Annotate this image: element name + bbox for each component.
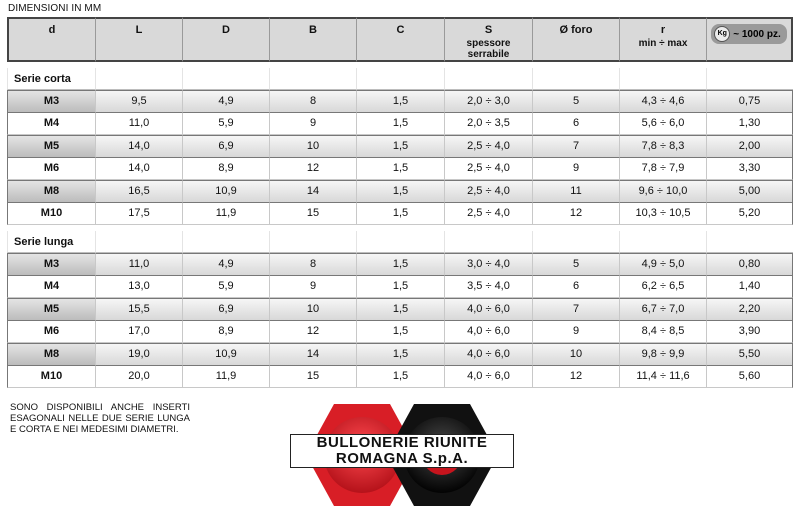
value-cell: 10 bbox=[269, 135, 356, 158]
thread-size-cell: M4 bbox=[7, 276, 95, 299]
value-cell: 5,60 bbox=[706, 366, 793, 389]
section-blank-cell bbox=[356, 231, 444, 253]
value-cell: 9 bbox=[532, 158, 619, 181]
dimensions-caption: DIMENSIONI IN MM bbox=[8, 3, 102, 14]
company-logo bbox=[284, 400, 520, 510]
column-header-label: B bbox=[309, 24, 317, 36]
value-cell: 1,5 bbox=[356, 135, 444, 158]
value-cell: 6,9 bbox=[182, 135, 269, 158]
column-header bbox=[532, 17, 619, 62]
value-cell: 16,5 bbox=[95, 180, 182, 203]
value-cell: 14 bbox=[269, 343, 356, 366]
value-cell: 12 bbox=[269, 321, 356, 344]
section-blank-cell bbox=[532, 68, 619, 90]
column-header-sublabel: spessore serrabile bbox=[466, 38, 511, 60]
thread-size-cell: M6 bbox=[7, 158, 95, 181]
value-cell: 2,5 ÷ 4,0 bbox=[444, 180, 532, 203]
table-row bbox=[7, 203, 793, 226]
value-cell: 11,0 bbox=[95, 253, 182, 276]
value-cell: 10,9 bbox=[182, 180, 269, 203]
value-cell: 1,5 bbox=[356, 158, 444, 181]
value-cell: 6 bbox=[532, 276, 619, 299]
value-cell: 0,75 bbox=[706, 90, 793, 113]
thread-size-cell: M8 bbox=[7, 180, 95, 203]
value-cell: 9,5 bbox=[95, 90, 182, 113]
value-cell: 4,0 ÷ 6,0 bbox=[444, 298, 532, 321]
section-title-row bbox=[7, 231, 793, 253]
value-cell: 6,9 bbox=[182, 298, 269, 321]
column-header-label: r bbox=[660, 24, 666, 36]
value-cell: 3,0 ÷ 4,0 bbox=[444, 253, 532, 276]
column-header-label: d bbox=[48, 24, 56, 36]
value-cell: 9,6 ÷ 10,0 bbox=[619, 180, 706, 203]
value-cell: 10 bbox=[269, 298, 356, 321]
section-blank-cell bbox=[269, 231, 356, 253]
table-row bbox=[7, 276, 793, 299]
section-blank-cell bbox=[269, 68, 356, 90]
value-cell: 4,0 ÷ 6,0 bbox=[444, 343, 532, 366]
value-cell: 11 bbox=[532, 180, 619, 203]
value-cell: 5 bbox=[532, 90, 619, 113]
table-row bbox=[7, 180, 793, 203]
table-row bbox=[7, 90, 793, 113]
section-blank-cell bbox=[619, 231, 706, 253]
value-cell: 8,4 ÷ 8,5 bbox=[619, 321, 706, 344]
value-cell: 2,5 ÷ 4,0 bbox=[444, 135, 532, 158]
section-title: Serie corta bbox=[7, 68, 95, 90]
value-cell: 1,5 bbox=[356, 298, 444, 321]
value-cell: 12 bbox=[532, 203, 619, 226]
value-cell: 4,0 ÷ 6,0 bbox=[444, 366, 532, 389]
value-cell: 2,00 bbox=[706, 135, 793, 158]
thread-size-cell: M10 bbox=[7, 203, 95, 226]
value-cell: 3,5 ÷ 4,0 bbox=[444, 276, 532, 299]
value-cell: 1,5 bbox=[356, 366, 444, 389]
value-cell: 10 bbox=[532, 343, 619, 366]
section-blank-cell bbox=[95, 68, 182, 90]
value-cell: 4,9 bbox=[182, 90, 269, 113]
value-cell: 4,9 bbox=[182, 253, 269, 276]
value-cell: 5,00 bbox=[706, 180, 793, 203]
value-cell: 5,50 bbox=[706, 343, 793, 366]
value-cell: 5,9 bbox=[182, 113, 269, 136]
value-cell: 1,5 bbox=[356, 253, 444, 276]
logo-wordmark bbox=[290, 434, 514, 468]
section-title-row bbox=[7, 68, 793, 90]
weight-per-1000-label: ~ 1000 pz. bbox=[733, 28, 781, 40]
value-cell: 9 bbox=[269, 113, 356, 136]
section-blank-cell bbox=[95, 231, 182, 253]
column-header bbox=[356, 17, 444, 62]
column-header bbox=[182, 17, 269, 62]
value-cell: 9,8 ÷ 9,9 bbox=[619, 343, 706, 366]
value-cell: 9 bbox=[269, 276, 356, 299]
value-cell: 1,30 bbox=[706, 113, 793, 136]
value-cell: 6,2 ÷ 6,5 bbox=[619, 276, 706, 299]
value-cell: 3,30 bbox=[706, 158, 793, 181]
value-cell: 1,5 bbox=[356, 203, 444, 226]
column-header-label: L bbox=[135, 24, 143, 36]
logo-line-2: ROMAGNA S.p.A. bbox=[335, 450, 469, 467]
table-row bbox=[7, 113, 793, 136]
value-cell: 15,5 bbox=[95, 298, 182, 321]
table-row bbox=[7, 366, 793, 389]
value-cell: 8 bbox=[269, 253, 356, 276]
value-cell: 17,5 bbox=[95, 203, 182, 226]
section-blank-cell bbox=[444, 68, 532, 90]
column-header bbox=[95, 17, 182, 62]
column-header-label: Ø foro bbox=[559, 24, 593, 36]
table-row bbox=[7, 135, 793, 158]
section-blank-cell bbox=[356, 68, 444, 90]
value-cell: 1,40 bbox=[706, 276, 793, 299]
column-header-label: C bbox=[396, 24, 405, 36]
value-cell: 10,9 bbox=[182, 343, 269, 366]
weight-column-header bbox=[706, 17, 793, 62]
value-cell: 11,9 bbox=[182, 366, 269, 389]
section-blank-cell bbox=[182, 68, 269, 90]
value-cell: 5,20 bbox=[706, 203, 793, 226]
value-cell: 19,0 bbox=[95, 343, 182, 366]
value-cell: 3,90 bbox=[706, 321, 793, 344]
value-cell: 12 bbox=[532, 366, 619, 389]
value-cell: 12 bbox=[269, 158, 356, 181]
value-cell: 8 bbox=[269, 90, 356, 113]
table-row bbox=[7, 158, 793, 181]
section-blank-cell bbox=[619, 68, 706, 90]
thread-size-cell: M8 bbox=[7, 343, 95, 366]
column-header-sublabel: min ÷ max bbox=[638, 38, 688, 49]
section-blank-cell bbox=[182, 231, 269, 253]
value-cell: 8,9 bbox=[182, 321, 269, 344]
column-header bbox=[444, 17, 532, 62]
value-cell: 0,80 bbox=[706, 253, 793, 276]
value-cell: 2,5 ÷ 4,0 bbox=[444, 203, 532, 226]
thread-size-cell: M5 bbox=[7, 135, 95, 158]
thread-size-cell: M10 bbox=[7, 366, 95, 389]
thread-size-cell: M3 bbox=[7, 90, 95, 113]
value-cell: 5 bbox=[532, 253, 619, 276]
table-row bbox=[7, 321, 793, 344]
value-cell: 1,5 bbox=[356, 343, 444, 366]
value-cell: 2,0 ÷ 3,5 bbox=[444, 113, 532, 136]
value-cell: 5,9 bbox=[182, 276, 269, 299]
section-title: Serie lunga bbox=[7, 231, 95, 253]
column-header bbox=[269, 17, 356, 62]
value-cell: 4,3 ÷ 4,6 bbox=[619, 90, 706, 113]
value-cell: 15 bbox=[269, 366, 356, 389]
value-cell: 17,0 bbox=[95, 321, 182, 344]
weight-kg-icon: Kg bbox=[714, 26, 730, 42]
thread-size-cell: M5 bbox=[7, 298, 95, 321]
value-cell: 7,8 ÷ 7,9 bbox=[619, 158, 706, 181]
table-row bbox=[7, 343, 793, 366]
section-blank-cell bbox=[532, 231, 619, 253]
value-cell: 1,5 bbox=[356, 276, 444, 299]
thread-size-cell: M4 bbox=[7, 113, 95, 136]
section-blank-cell bbox=[706, 231, 793, 253]
value-cell: 2,5 ÷ 4,0 bbox=[444, 158, 532, 181]
value-cell: 6 bbox=[532, 113, 619, 136]
section-blank-cell bbox=[706, 68, 793, 90]
value-cell: 15 bbox=[269, 203, 356, 226]
value-cell: 8,9 bbox=[182, 158, 269, 181]
column-header-label: S bbox=[484, 24, 493, 36]
weight-badge bbox=[711, 24, 787, 44]
value-cell: 7,8 ÷ 8,3 bbox=[619, 135, 706, 158]
value-cell: 1,5 bbox=[356, 113, 444, 136]
value-cell: 1,5 bbox=[356, 321, 444, 344]
value-cell: 11,0 bbox=[95, 113, 182, 136]
value-cell: 13,0 bbox=[95, 276, 182, 299]
logo-line-1: BULLONERIE RIUNITE bbox=[316, 434, 488, 451]
value-cell: 4,0 ÷ 6,0 bbox=[444, 321, 532, 344]
value-cell: 14,0 bbox=[95, 135, 182, 158]
value-cell: 2,0 ÷ 3,0 bbox=[444, 90, 532, 113]
value-cell: 1,5 bbox=[356, 180, 444, 203]
value-cell: 14 bbox=[269, 180, 356, 203]
availability-note: SONO DISPONIBILI ANCHE INSERTI ESAGONALI NELLE DUE SERIE LUNGA E CORTA E NEI MEDESIMI DIAMETRI. bbox=[10, 402, 190, 435]
dimensions-table bbox=[7, 17, 793, 388]
value-cell: 11,4 ÷ 11,6 bbox=[619, 366, 706, 389]
value-cell: 7 bbox=[532, 135, 619, 158]
value-cell: 6,7 ÷ 7,0 bbox=[619, 298, 706, 321]
section-blank-cell bbox=[444, 231, 532, 253]
value-cell: 5,6 ÷ 6,0 bbox=[619, 113, 706, 136]
value-cell: 2,20 bbox=[706, 298, 793, 321]
header-row bbox=[7, 17, 793, 62]
column-header-label: D bbox=[222, 24, 230, 36]
value-cell: 20,0 bbox=[95, 366, 182, 389]
value-cell: 1,5 bbox=[356, 90, 444, 113]
value-cell: 9 bbox=[532, 321, 619, 344]
value-cell: 10,3 ÷ 10,5 bbox=[619, 203, 706, 226]
value-cell: 4,9 ÷ 5,0 bbox=[619, 253, 706, 276]
value-cell: 14,0 bbox=[95, 158, 182, 181]
thread-size-cell: M3 bbox=[7, 253, 95, 276]
value-cell: 11,9 bbox=[182, 203, 269, 226]
column-header bbox=[619, 17, 706, 62]
thread-size-cell: M6 bbox=[7, 321, 95, 344]
value-cell: 7 bbox=[532, 298, 619, 321]
table-row bbox=[7, 298, 793, 321]
column-header bbox=[7, 17, 95, 62]
table-row bbox=[7, 253, 793, 276]
